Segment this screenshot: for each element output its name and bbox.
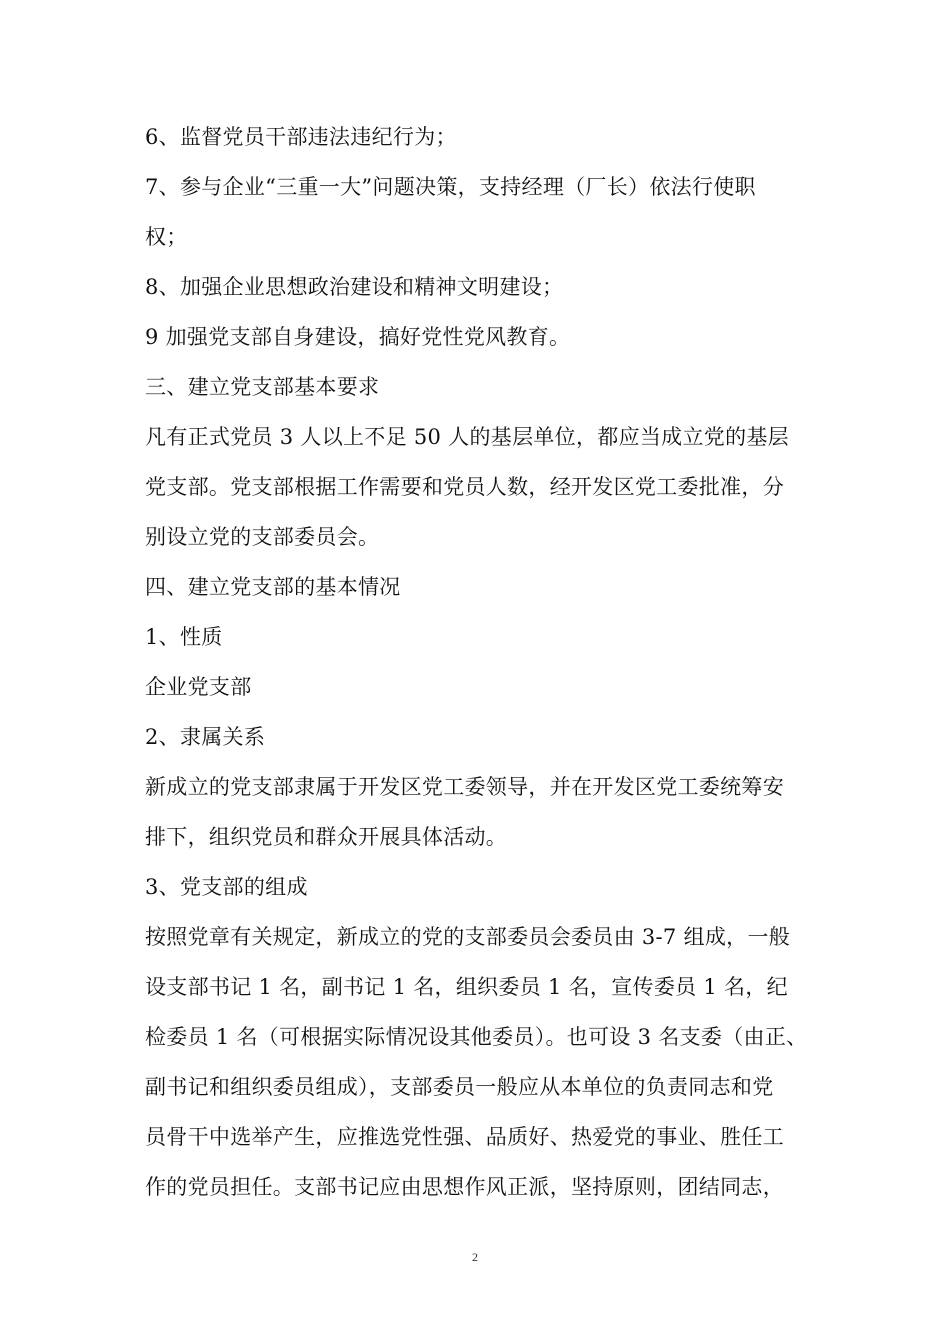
text-line: 凡有正式党员 3 人以上不足 50 人的基层单位，都应当成立党的基层 [145, 425, 789, 449]
subsection-heading: 1、性质 [145, 625, 223, 649]
text-line: 7、参与企业“三重一大”问题决策，支持经理（厂长）依法行使职 [145, 175, 756, 199]
text-line: 6、监督党员干部违法违纪行为； [145, 125, 457, 149]
text-line: 设支部书记 1 名，副书记 1 名，组织委员 1 名，宣传委员 1 名，纪 [145, 975, 788, 999]
text-line: 副书记和组织委员组成），支部委员一般应从本单位的负责同志和党 [145, 1075, 774, 1099]
text-line: 按照党章有关规定，新成立的党的支部委员会委员由 3-7 组成，一般 [145, 925, 791, 949]
text-line: 员骨干中选举产生，应推选党性强、品质好、热爱党的事业、胜任工 [145, 1125, 784, 1149]
subsection-heading: 3、党支部的组成 [145, 875, 308, 899]
text-line: 检委员 1 名（可根据实际情况设其他委员）。也可设 3 名支委（由正、 [145, 1025, 808, 1049]
text-line: 作的党员担任。支部书记应由思想作风正派，坚持原则，团结同志， [145, 1175, 784, 1199]
document-body [145, 112, 810, 1212]
text-line: 企业党支部 [145, 675, 252, 699]
page-number: 2 [472, 1250, 478, 1264]
section-heading: 三、建立党支部基本要求 [145, 375, 380, 399]
text-line: 权； [145, 225, 188, 249]
text-line: 党支部。党支部根据工作需要和党员人数，经开发区党工委批准，分 [145, 475, 784, 499]
text-line: 新成立的党支部隶属于开发区党工委领导，并在开发区党工委统筹安 [145, 775, 784, 799]
text-line: 8、加强企业思想政治建设和精神文明建设； [145, 275, 564, 299]
subsection-heading: 2、隶属关系 [145, 725, 266, 749]
text-line: 别设立党的支部委员会。 [145, 525, 380, 549]
text-line: 排下，组织党员和群众开展具体活动。 [145, 825, 508, 849]
text-line: 9 加强党支部自身建设，搞好党性党风教育。 [145, 325, 571, 349]
section-heading: 四、建立党支部的基本情况 [145, 575, 401, 599]
